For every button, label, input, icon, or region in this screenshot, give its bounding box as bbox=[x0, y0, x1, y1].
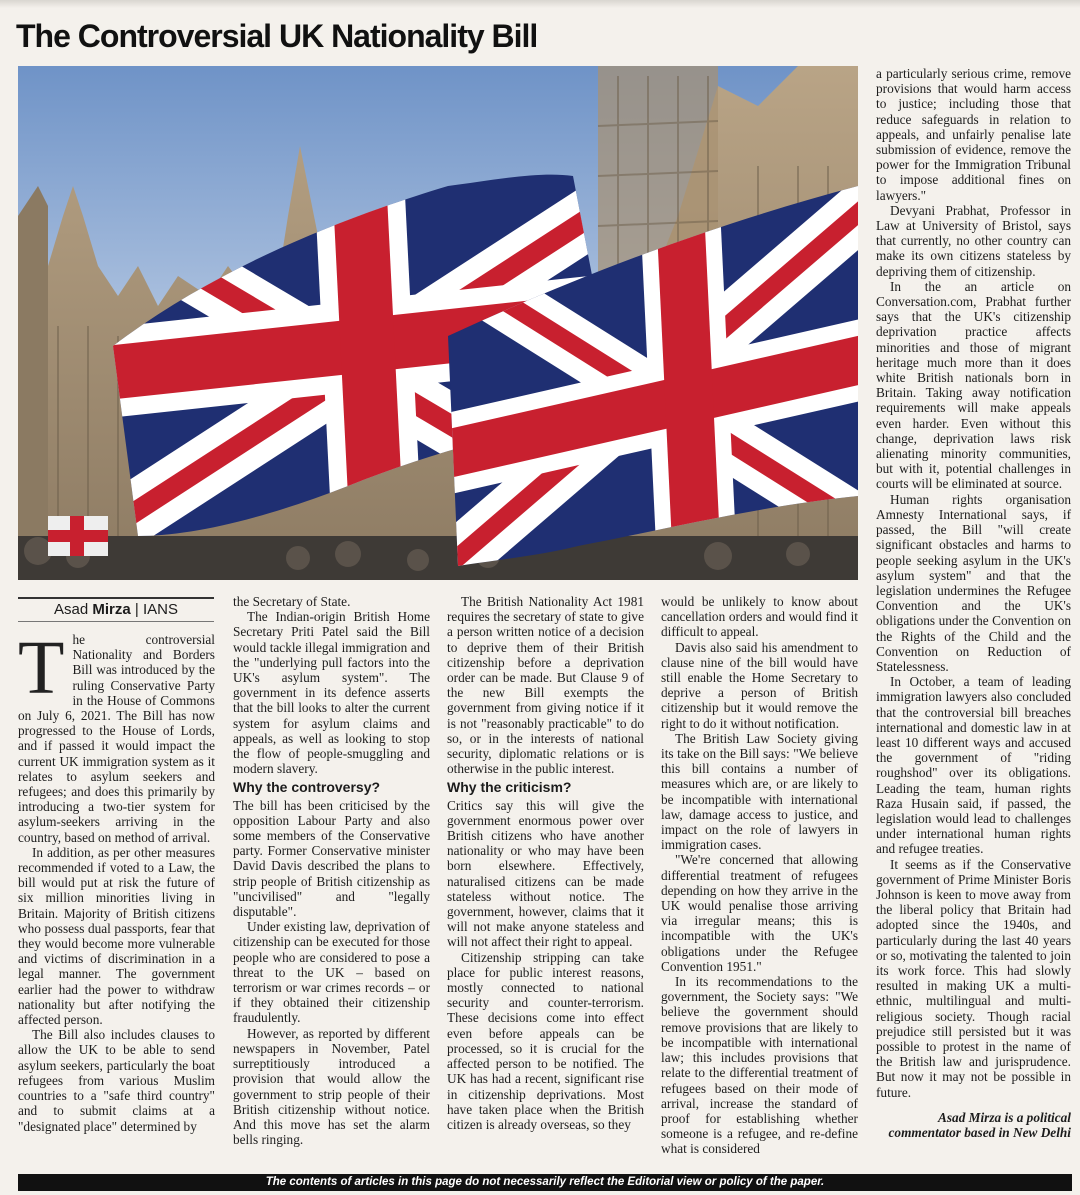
paragraph: In October, a team of leading immigration lawyers also concluded that the controversial bill breaches international and domestic law in at least 10 different ways and accused the government of "riding roughshod" over its obligations. Leading the team, human rights Raza Husain said, if passed, the legislation would lead to challenges under international human rights and refugee treaties. bbox=[876, 674, 1071, 857]
paragraph: a particularly serious crime, remove provisions that would harm access to justice; including those that reduce safeguards in relation to appeals, and unfairly penalise late submission of evidence, remove the power for the Immigration Tribunal to impose additional fines on lawyers." bbox=[876, 66, 1071, 203]
drop-cap: T bbox=[18, 626, 65, 710]
author-bio: Asad Mirza is a political commentator based in New Delhi bbox=[888, 1109, 1071, 1141]
paragraph: It seems as if the Conservative government of Prime Minister Boris Johnson is keen to move away from the liberal policy that Britain had adopted since the 1940s, and particularly during the last 40 years or so, motivating the talented to join its work force. This had slowly resulted in making UK a multi-ethnic, multilingual and multi-religious society. Though racial prejudice still persisted but it was possible to protest in the name of the British law and jurisprudence. But now it may not be possible in future. bbox=[876, 856, 1071, 1100]
paragraph: In addition, as per other measures recommended if voted to a Law, the bill would put at risk the future of six million minorities living in Britain. Majority of British citizens who possess dual passports, fear that they would become more vulnerable and victims of discrimination in a legal manner. The government earlier had the power to withdraw nationality but after notifying the affected person. bbox=[18, 844, 215, 1028]
paragraph: The Bill also includes clauses to allow the UK to be able to send asylum seekers, particularly the boat refugees from various Muslim countries to a "safe third country" and to submit claims at a "designated place" determined by bbox=[18, 1027, 215, 1134]
paragraph: The British Nationality Act 1981 requires the secretary of state to give a person written notice of a decision to deprive them of their British citizenship before a deprivation order can be made. But Clause 9 of the new Bill exempts the government from giving notice if it is not "reasonably practicable" to do so, or in the interests of national security, diplomatic relations or is otherwise in the public interest. bbox=[447, 594, 644, 777]
article-column-4 bbox=[661, 594, 858, 1157]
headline: The Controversial UK Nationality Bill bbox=[16, 18, 538, 54]
paragraph: the Secretary of State. bbox=[233, 594, 351, 609]
article-column-2 bbox=[233, 594, 430, 1147]
page-top-edge bbox=[0, 0, 1080, 8]
paragraph: In its recommendations to the government, the Society says: "We believe the government should remove provisions that are likely to be incompatible with international law; this includes provisions that relate to the differential treatment of refugees based on their mode of arrival, increase the standard of proof for establishing whether someone is a refugee, and re-define what is considered bbox=[661, 974, 858, 1157]
paragraph: would be unlikely to know about cancellation orders and would find it difficult to appeal. bbox=[661, 594, 858, 640]
author-first-name: Asad bbox=[54, 601, 89, 618]
article-column-1 bbox=[18, 626, 215, 1134]
paragraph: Citizenship stripping can take place for public interest reasons, mostly connected to national security and counter-terrorism. These decisions come into effect even before appeals can be processed, so it is crucial for the affected person to be notified. The UK has had a recent, significant rise in citizenship deprivations. Most have taken place when the British citizen is already overseas, so they bbox=[447, 949, 644, 1132]
paragraph: Critics say this will give the government enormous power over British citizens who have another nationality or who may have been born elsewhere. Effectively, naturalised citizens can be made stateless without notice. The government, however, claims that it will not make anyone stateless and will not affect their right to appeal. bbox=[447, 797, 644, 950]
paragraph: In the an article on Conversation.com, Prabhat further says that the UK's citizenship deprivation practice affects minorities and those of migrant heritage much more than it does white British nationals born in Britain. Taking away notification requirements will make appeals even harder. Even without this change, deprivation laws risk alienating minority communities, but with it, potential challenges in courts will be eliminated at source. bbox=[876, 278, 1071, 492]
paragraph: Davis also said his amendment to clause nine of the bill would have still enable the Home Secretary to deprive a person of British citizenship but it would remove the right to do it without notification. bbox=[661, 639, 858, 731]
paragraph: The Indian-origin British Home Secretary Priti Patel said the Bill would tackle illegal immigration and the "underlying pull factors into the UK's asylum system". The government in its defence asserts that the bill looks to alter the current system for asylum claims and appeals, as well as looking to stop the flow of people-smuggling and modern slavery. bbox=[233, 609, 430, 777]
paragraph: Under existing law, deprivation of citizenship can be executed for those people who are considered to pose a threat to the UK – based on terrorism or war crimes records – or if they obtained their citizenship fraudulently. bbox=[233, 919, 430, 1026]
byline-separator: | bbox=[134, 601, 139, 618]
article-column-5 bbox=[876, 66, 1071, 1140]
paragraph: Human rights organisation Amnesty International says, if passed, the Bill "will create significant obstacles and harms to people seeking asylum in the UK's asylum system" and that the legislation undermines the Refugee Convention and the UK's obligations under the Convention on the Rights of the Child and the Convention on Reduction of Statelessness. bbox=[876, 491, 1071, 674]
paragraph: Devyani Prabhat, Professor in Law at University of Bristol, says that currently, no other country can make its own citizens stateless by depriving them of citizenship. bbox=[876, 202, 1071, 279]
subheading: Why the criticism? bbox=[447, 779, 572, 796]
paragraph: The bill has been criticised by the opposition Labour Party and also some members of the Conservative party. Former Conservative minister David Davis described the plans to strip people of British citizenship as "uncivilised" and "legally disputable". bbox=[233, 797, 430, 920]
agency-name: IANS bbox=[142, 601, 178, 618]
union-jack-flags-photo bbox=[18, 66, 858, 580]
paragraph: However, as reported by different newspapers in November, Patel surreptitiously introduced a provision that would allow the government to strip people of their British citizenship without notice. And this move has set the alarm bells ringing. bbox=[233, 1025, 430, 1148]
article-column-3 bbox=[447, 594, 644, 1132]
paragraph: he controversial Nationality and Borders Bill was introduced by the ruling Conservative Party in the House of Commons on July 6, 2021. The Bill has now progressed to the House of Lords, and if passed it would impact the current UK immigration system as it relates to asylum seekers and refugees; and does this primarily by introducing a two-tier system for asylum-seekers arriving in the country, based on method of arrival. bbox=[18, 632, 215, 845]
editorial-disclaimer: The contents of articles in this page do not necessarily reflect the Editorial view or policy of the paper. bbox=[18, 1174, 1072, 1191]
paragraph: "We're concerned that allowing differential treatment of refugees depending on how they arrive in the UK would penalise those arriving via irregular means; this is incompatible with the UK's obligations under the Refugee Convention 1951." bbox=[661, 852, 858, 974]
author-last-name: Mirza bbox=[92, 601, 131, 618]
subheading: Why the controversy? bbox=[233, 779, 381, 796]
paragraph: The British Law Society giving its take on the Bill says: "We believe this bill contains a number of measures which are, or are likely to be incompatible with international law, damage access to justice, and impact on the role of lawyers in immigration cases. bbox=[661, 730, 858, 853]
byline bbox=[18, 597, 214, 622]
